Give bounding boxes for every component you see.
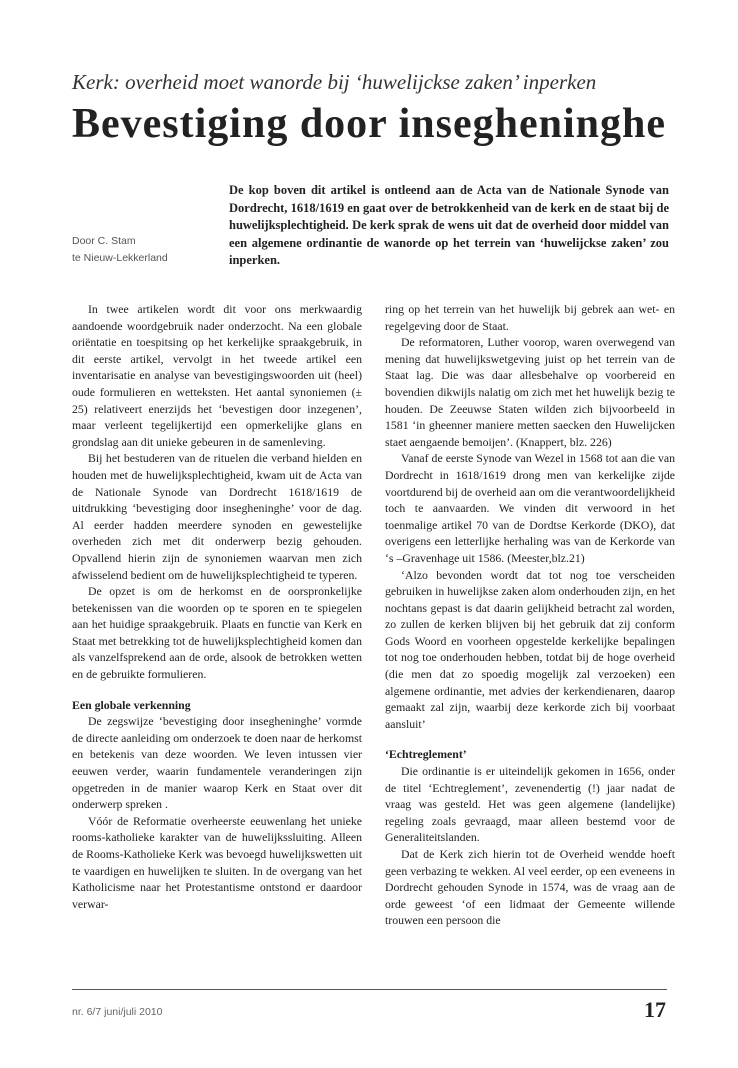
- paragraph: ‘Alzo bevonden wordt dat tot nog toe verscheiden gebruiken in huwelijkse zaken alom onderhouden zijn, en het nochtans gepast is dat daarin gelijkheid betracht zal worden, zo zullen de kerken blijven bij het gebruik dat zij conform Gods Woord en voorheen opgestelde kerkelijke bepalingen tot nog toe onderhouden hebben, totdat bij de hoge overheid (die men dat zo spoedig mogelijk zal verzoeken) een algemene ordinantie, met advies der kerkendienaren, daarop gemaakt zal zijn, waarbij deze kerkorde zich bij voorbaat aansluit’: [385, 567, 675, 731]
- paragraph: De reformatoren, Luther voorop, waren overwegend van mening dat huwelijkswetgeving juist op het terrein van de Staat lag. Die was daar allesbehalve op voorbereid en bovendien dikwijls nalatig om zich met het huwelijk bezig te houden. De Zeeuwse Staten wilden zich bijvoorbeeld in 1581 ‘in gheenner maniere metten saecken den Huwelijcken staet aengaende bemoijen’. (Knappert, blz. 226): [385, 335, 675, 449]
- lead-paragraph: De kop boven dit artikel is ontleend aan de Acta van de Nationale Synode van Dordrecht, 1618/1619 en gaat over de betrokkenheid van de kerk en de staat bij de huwelijksplechtigheid. De kerk sprak de wens uit dat de overheid door middel van een algemene ordinantie de wanorde op het terrein van ‘huwelijckse zaken’ zou inperken.: [229, 183, 669, 267]
- page-number: 17: [644, 997, 666, 1022]
- paragraph: In twee artikelen wordt dit voor ons merkwaardig aandoende woordgebruik nader onderzocht. Na een globale oriëntatie en toespitsing op het kerkelijke spraakgebruik, in dit eerste artikel, vervolgt in het tweede artikel een inventarisatie en analyse van bevestigingswoorden uit (heel) oude formulieren en wetteksten. Het aantal synoniemen (± 25) relativeert enerzijds het ‘bevestigen door inzegenen’, maar verleent tegelijkertijd een opmerkelijke glans en grondslag aan dit unieke gebeuren in de samenleving.: [72, 302, 362, 449]
- byline: [72, 233, 222, 267]
- byline-location: te Nieuw-Lekkerland: [72, 252, 168, 264]
- paragraph: De zegswijze ‘bevestiging door insegheninghe’ vormde de directe aanleiding om onderzoek te doen naar de herkomst en betekenis van deze woorden. We leven intussen vier eeuwen verder, waarin fundamentele veranderingen zijn opgetreden in de manier waarop Kerk en Staat over dit onderwerp spreken .: [72, 714, 362, 812]
- paragraph: Vóór de Reformatie overheerste eeuwenlang het unieke rooms-katholieke karakter van de huwelijkssluiting. Alleen de Rooms-Katholieke Kerk was bevoegd huwelijkswetten uit te vaardigen en huwelijken te sluiten. In de overgang van het Katholicisme naar het Protestantisme ontstond er daardoor verwar-: [72, 813, 362, 911]
- article-title: Bevestiging door insegheninghe: [72, 101, 666, 147]
- paragraph: Vanaf de eerste Synode van Wezel in 1568 tot aan die van Dordrecht in 1618/1619 drong men van kerkelijke zijde voortdurend bij de overheid aan om die verantwoordelijkheid toch te aanvaarden. We vinden dit verwoord in het toenmalige artikel 70 van de Dordtse Kerkorde (DKO), dat overigens een letterlijke herhaling was van de Kerkorde van ‘s –Gravenhage uit 1586. (Meester,blz.21): [385, 451, 675, 565]
- article-kicker: Kerk: overheid moet wanorde bij ‘huwelijckse zaken’ inperken: [72, 70, 597, 94]
- section-heading: ‘Echtreglement’: [385, 747, 467, 762]
- footer-rule: [72, 989, 667, 990]
- issue-label: nr. 6/7 juni/juli 2010: [72, 1006, 163, 1018]
- paragraph: Bij het bestuderen van de rituelen die verband hielden en houden met de huwelijksplechtigheid, kwam uit de Acta van de Nationale Synode van Dordrecht 1618/1619 de uitdrukking ‘bevestiging door insegheninghe’ voor de dag. Al eerder hadden meerdere synoden en gewestelijke overheden zich met dit onderwerp bezig gehouden. Opvallend hierin zijn de synoniemen waarvan men zich afwisselend bedient om de huwelijksplechtigheid te typeren.: [72, 451, 362, 582]
- paragraph: Die ordinantie is er uiteindelijk gekomen in 1656, onder de titel ‘Echtreglement’, zevenendertig (!) jaar nadat de vraag was gesteld. Het was geen algemene (landelijke) regeling zoals gevraagd, maar alleen bestemd voor de Generaliteitslanden.: [385, 764, 675, 845]
- paragraph: De opzet is om de herkomst en de oorspronkelijke betekenissen van die woorden op te sporen en te spiegelen aan het huidige spraakgebruik. Plaats en functie van Kerk en Staat met betrekking tot de huwelijksplechtigheid komen dan als vanzelfsprekend aan de orde, alsook de betrokken wetten en de gebruikte formulieren.: [72, 584, 362, 682]
- byline-author: Door C. Stam: [72, 235, 136, 247]
- section-heading: Een globale verkenning: [72, 697, 191, 712]
- paragraph: ring op het terrein van het huwelijk bij gebrek aan wet- en regelgeving door de Staat.: [385, 302, 675, 333]
- paragraph: Dat de Kerk zich hierin tot de Overheid wendde hoeft geen verbazing te wekken. Al veel eerder, op een eveneens in Dordrecht gehouden Synode in 1574, was de vraag aan de orde geweest ‘of een lidmaat der Gemeente willende trouwen een persoon die: [385, 847, 675, 928]
- left-column: [72, 301, 362, 912]
- right-column: [385, 301, 675, 929]
